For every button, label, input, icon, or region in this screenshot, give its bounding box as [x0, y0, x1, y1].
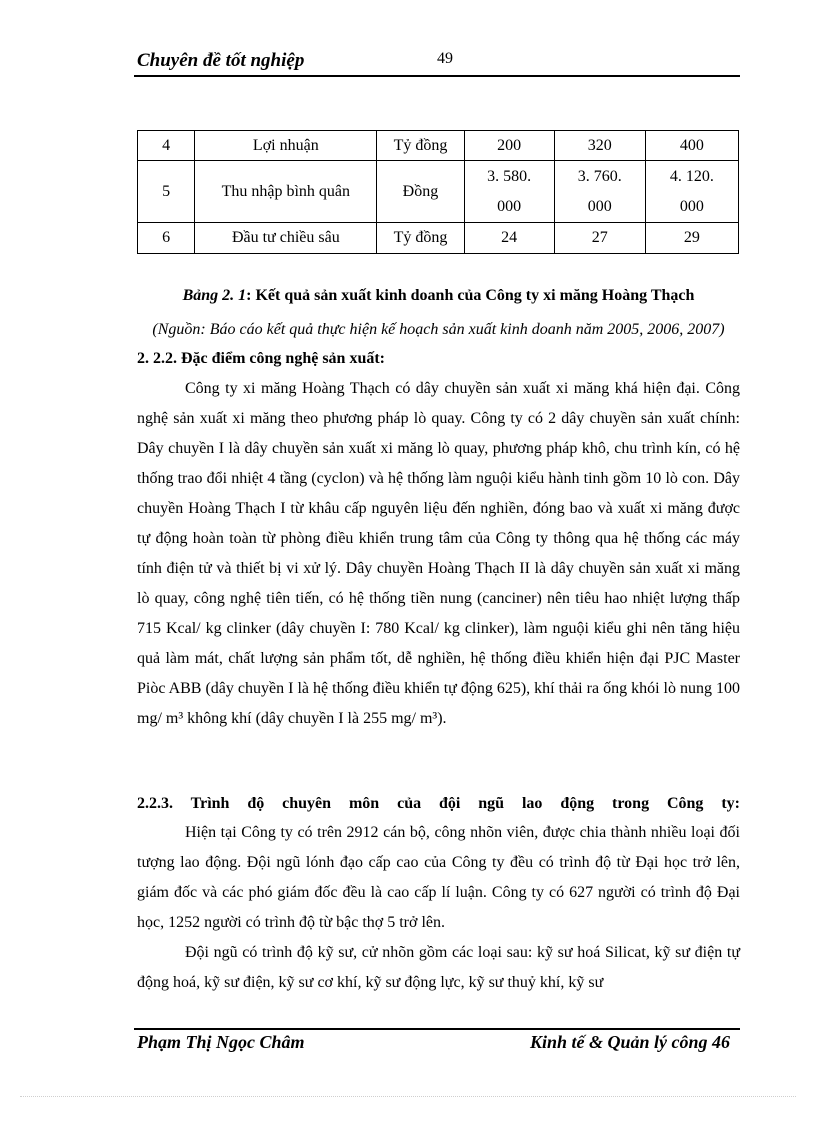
table-cell	[554, 161, 645, 223]
table-cell: Đồng	[377, 161, 464, 223]
table-caption	[137, 287, 740, 305]
table-row	[138, 161, 739, 223]
caption-title: : Kết quả sản xuất kinh doanh của Công ty xi măng Hoàng Thạch	[246, 287, 695, 304]
paragraph: Đội ngũ có trình độ kỹ sư, cử nhõn gồm các loại sau: kỹ sư hoá Silicat, kỹ sư điện tự động hoá, kỹ sư điện, kỹ sư cơ khí, kỹ sư động lực, kỹ sư thuỷ khí, kỹ sư	[137, 944, 740, 991]
results-table	[137, 130, 739, 254]
footer-rule	[134, 1028, 740, 1030]
table-cell: Lợi nhuận	[195, 131, 377, 161]
table-cell: Tỷ đồng	[377, 223, 464, 254]
caption-label: Bảng 2. 1	[182, 287, 247, 304]
table-source: (Nguồn: Báo cáo kết quả thực hiện kế hoạch sản xuất kinh doanh năm 2005, 2006, 2007)	[152, 321, 725, 338]
table-cell: 320	[554, 131, 645, 161]
cell-line: 3. 760.	[577, 167, 622, 185]
section-heading: 2.2.3. Trình độ chuyên môn của đội ngũ lao động trong Công ty:	[137, 795, 740, 812]
page-edge-divider	[20, 1096, 796, 1097]
table-cell: 400	[645, 131, 738, 161]
paragraph: Công ty xi măng Hoàng Thạch có dây chuyền sản xuất xi măng khá hiện đại. Công nghệ sản xuất xi măng theo phương pháp lò quay. Công ty có 2 dây chuyền sản xuất chính: Dây chuyền I là dây chuyền sản xuất xi măng lò quay, phương pháp khô, chu trình kín, có hệ thống trao đổi nhiệt 4 tầng (cyclon) và hệ thống làm nguội kiểu hành tinh gồm 10 lò con. Dây chuyền Hoàng Thạch I từ khâu cấp nguyên liệu đến nghiền, đóng bao và xuất xi măng được tự động hoàn toàn từ phòng điều khiển trung tâm của Công ty thông qua hệ thống các máy tính điện tử và thiết bị vi xử lý. Dây chuyền Hoàng Thạch II là dây chuyền sản xuất xi măng lò quay, công nghệ tiên tiến, có hệ thống tiền nung (canciner) nên tiêu hao nhiệt lượng thấp 715 Kcal/ kg clinker (dây chuyền I: 780 Kcal/ kg clinker), làm nguội kiểu ghi nên tăng hiệu quả làm mát, chất lượng sản phẩm tốt, dễ nghiền, hệ thống điều khiển hiện đại PJC Master Piòc ABB (dây chuyền I là hệ thống điều khiển tự động 625), khí thải ra ống khói lò nung 100 mg/ m³ không khí (dây chuyền I là 255 mg/ m³).	[137, 380, 740, 727]
footer-author: Phạm Thị Ngọc Châm	[137, 1032, 305, 1052]
cell-line: 3. 580.	[487, 167, 532, 185]
cell-line: 4. 120.	[669, 167, 714, 185]
table-cell: 29	[645, 223, 738, 254]
table-cell: 5	[138, 161, 195, 223]
cell-line: 000	[679, 197, 704, 215]
table-cell: 4	[138, 131, 195, 161]
cell-line: 000	[497, 197, 522, 215]
cell-line: 000	[587, 197, 612, 215]
table-row	[138, 131, 739, 161]
section-heading: 2. 2.2. Đặc điểm công nghệ sản xuất:	[137, 350, 386, 367]
table-cell	[645, 161, 738, 223]
header-rule	[134, 75, 740, 77]
footer-class: Kinh tế & Quản lý công 46	[529, 1032, 730, 1052]
table-cell	[464, 161, 554, 223]
table-cell: 6	[138, 223, 195, 254]
table-cell: 27	[554, 223, 645, 254]
table-cell: Đầu tư chiều sâu	[195, 223, 377, 254]
paragraph: Hiện tại Công ty có trên 2912 cán bộ, công nhõn viên, được chia thành nhiều loại đối tượng lao động. Đội ngũ lónh đạo cấp cao của Công ty đều có trình độ từ Đại học trở lên, giám đốc và các phó giám đốc đều là cao cấp lí luận. Công ty có 627 người có trình độ Đại học, 1252 người có trình độ từ bậc thợ 5 trở lên.	[137, 824, 740, 931]
header-title: Chuyên đề tốt nghiệp	[137, 50, 305, 71]
table-row	[138, 223, 739, 254]
table-cell: 24	[464, 223, 554, 254]
page-number: 49	[437, 50, 453, 67]
table-cell: Thu nhập bình quân	[195, 161, 377, 223]
table-cell: Tỷ đồng	[377, 131, 464, 161]
table-cell: 200	[464, 131, 554, 161]
